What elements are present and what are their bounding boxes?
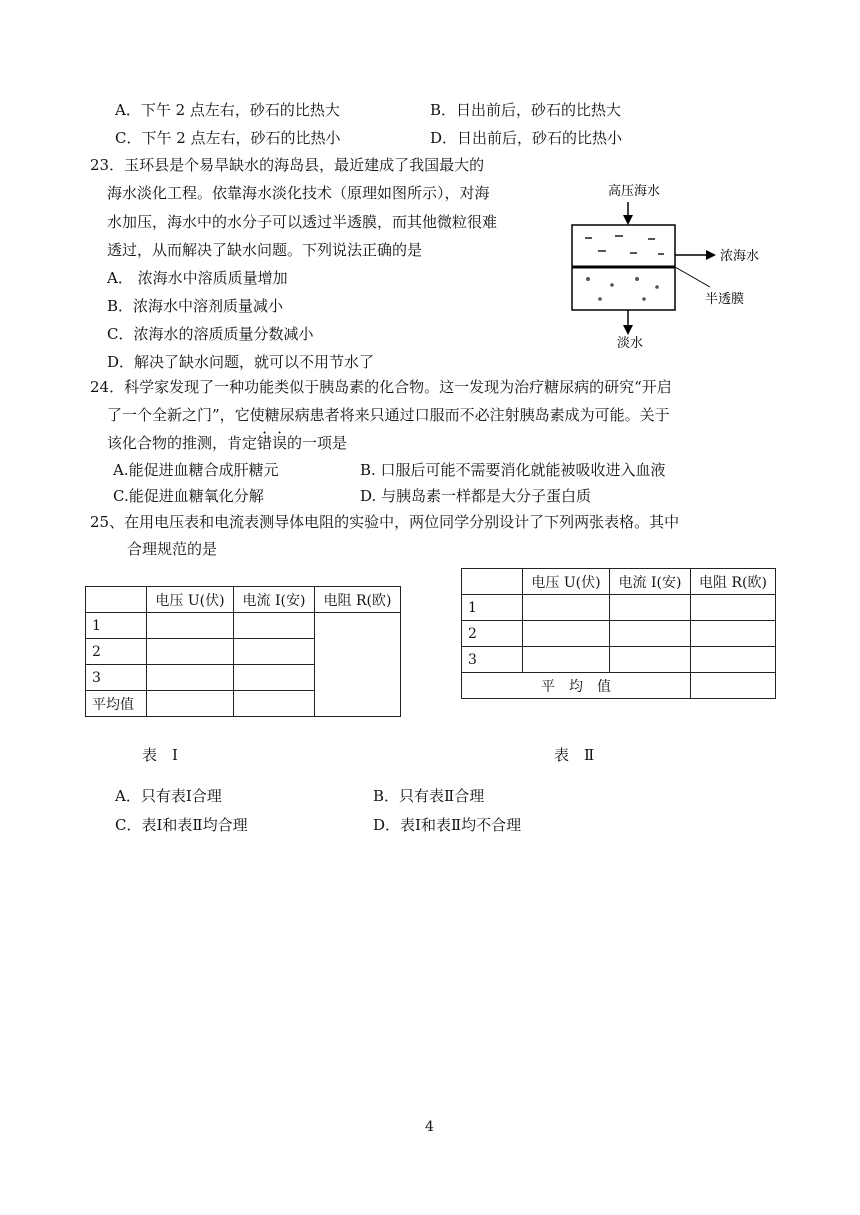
table-1-header-resistance: 电阻 R(欧) (315, 587, 401, 613)
table-2-header-current: 电流 I(安) (610, 569, 691, 595)
table-2-row-label: 2 (462, 621, 523, 647)
page-number: 4 (425, 1119, 434, 1135)
q23-stem-line3: 水加压，海水中的水分子可以透过半透膜，而其他微粒很难 (107, 213, 498, 231)
q24-stem-line2: 了一个全新之门”，它使糖尿病患者将来只通过口服而不必注射胰岛素成为可能。关于 (107, 406, 670, 424)
table-row (86, 613, 401, 639)
table-1-header-voltage: 电压 U(伏) (147, 587, 234, 613)
table-1-cell (147, 639, 234, 665)
q24-stem-line3-suffix: 的一项是 (287, 434, 348, 452)
q24-stem-line3 (107, 433, 347, 453)
label-semipermeable-membrane: 半透膜 (705, 292, 745, 307)
table-row (462, 621, 776, 647)
table-row (462, 673, 776, 699)
table-2-cell (523, 621, 610, 647)
q24-stem-line1: 24．科学家发现了一种功能类似于胰岛素的化合物。这一发现为治疗糖尿病的研究“开启 (90, 378, 672, 396)
table-2-cell (523, 595, 610, 621)
q24-stem-line3-prefix: 该化合物的推测，肯定 (107, 434, 258, 452)
table-2-cell (691, 595, 776, 621)
table-1-cell (234, 639, 315, 665)
table-2-header-blank (462, 569, 523, 595)
desalination-diagram (560, 175, 800, 350)
q25-option-a: A．只有表Ⅰ合理 (115, 787, 222, 805)
q23-stem-line2: 海水淡化工程。依靠海水淡化技术（原理如图所示），对海 (107, 184, 490, 202)
q25-stem-line2: 合理规范的是 (127, 540, 218, 558)
table-1-row-label: 1 (86, 613, 147, 639)
table-2-cell (523, 647, 610, 673)
q22-option-a: A．下午 2 点左右，砂石的比热大 (115, 101, 340, 119)
table-2-header-resistance: 电阻 R(欧) (691, 569, 776, 595)
q23-stem-line4: 透过，从而解决了缺水问题。下列说法正确的是 (107, 241, 423, 259)
table-2-row-label: 3 (462, 647, 523, 673)
table-1-cell (234, 613, 315, 639)
table-1-header-row (86, 587, 401, 613)
q22-option-b: B．日出前后，砂石的比热大 (430, 101, 622, 119)
table-1-merged-resistance-cell (315, 613, 401, 717)
q23-stem-line1: 23．玉环县是个易旱缺水的海岛县，最近建成了我国最大的 (90, 156, 485, 174)
table-row (462, 647, 776, 673)
q24-option-a: A.能促进血糖合成肝糖元 (113, 461, 279, 479)
table-1-cell (147, 613, 234, 639)
q25-stem-line1: 25、在用电压表和电流表测导体电阻的实验中，两位同学分别设计了下列两张表格。其中 (90, 513, 680, 531)
q22-option-c: C．下午 2 点左右，砂石的比热小 (115, 129, 341, 147)
label-fresh-water: 淡水 (617, 336, 644, 350)
q22-option-d: D．日出前后，砂石的比热小 (430, 129, 623, 147)
table-2-caption: 表 Ⅱ (554, 746, 595, 764)
table-1-cell (234, 665, 315, 691)
table-1-cell (147, 665, 234, 691)
q25-option-b: B．只有表Ⅱ合理 (373, 787, 485, 805)
emphasis-char-cuo: 错 (257, 434, 273, 452)
table-2-header-row (462, 569, 776, 595)
label-high-pressure-seawater: 高压海水 (608, 184, 661, 199)
q25-option-c: C．表Ⅰ和表Ⅱ均合理 (115, 816, 248, 834)
table-1-average-label: 平均值 (86, 691, 147, 717)
table-2-cell (691, 621, 776, 647)
label-concentrated-seawater: 浓海水 (720, 249, 760, 264)
q23-option-b: B．浓海水中溶剂质量减小 (107, 297, 284, 315)
q24-option-c: C.能促进血糖氧化分解 (113, 487, 264, 505)
q23-option-a: A． 浓海水中溶质质量增加 (107, 269, 288, 287)
table-1-cell (147, 691, 234, 717)
table-1-header-current: 电流 I(安) (234, 587, 315, 613)
q23-option-c: C．浓海水的溶质质量分数减小 (107, 325, 314, 343)
q23-option-d: D．解决了缺水问题，就可以不用节水了 (107, 353, 375, 371)
table-1-caption: 表 I (142, 746, 178, 764)
table-2-cell (691, 647, 776, 673)
table-2-row-label: 1 (462, 595, 523, 621)
table-2-cell (610, 621, 691, 647)
table-2 (461, 568, 776, 699)
table-2-cell (610, 647, 691, 673)
q24-option-d: D. 与胰岛素一样都是大分子蛋白质 (360, 487, 592, 505)
table-1 (85, 586, 401, 717)
table-1-cell (234, 691, 315, 717)
table-1-row-label: 3 (86, 665, 147, 691)
table-1-header-blank (86, 587, 147, 613)
table-2-header-voltage: 电压 U(伏) (523, 569, 610, 595)
table-1-row-label: 2 (86, 639, 147, 665)
table-2-cell (691, 673, 776, 699)
table-2-cell (610, 595, 691, 621)
table-row (462, 595, 776, 621)
q24-option-b: B. 口服后可能不需要消化就能被吸收进入血液 (360, 461, 666, 479)
emphasis-char-wu: 误 (272, 434, 288, 452)
q25-option-d: D．表Ⅰ和表Ⅱ均不合理 (373, 816, 522, 834)
table-2-average-label: 平 均 值 (462, 673, 691, 699)
